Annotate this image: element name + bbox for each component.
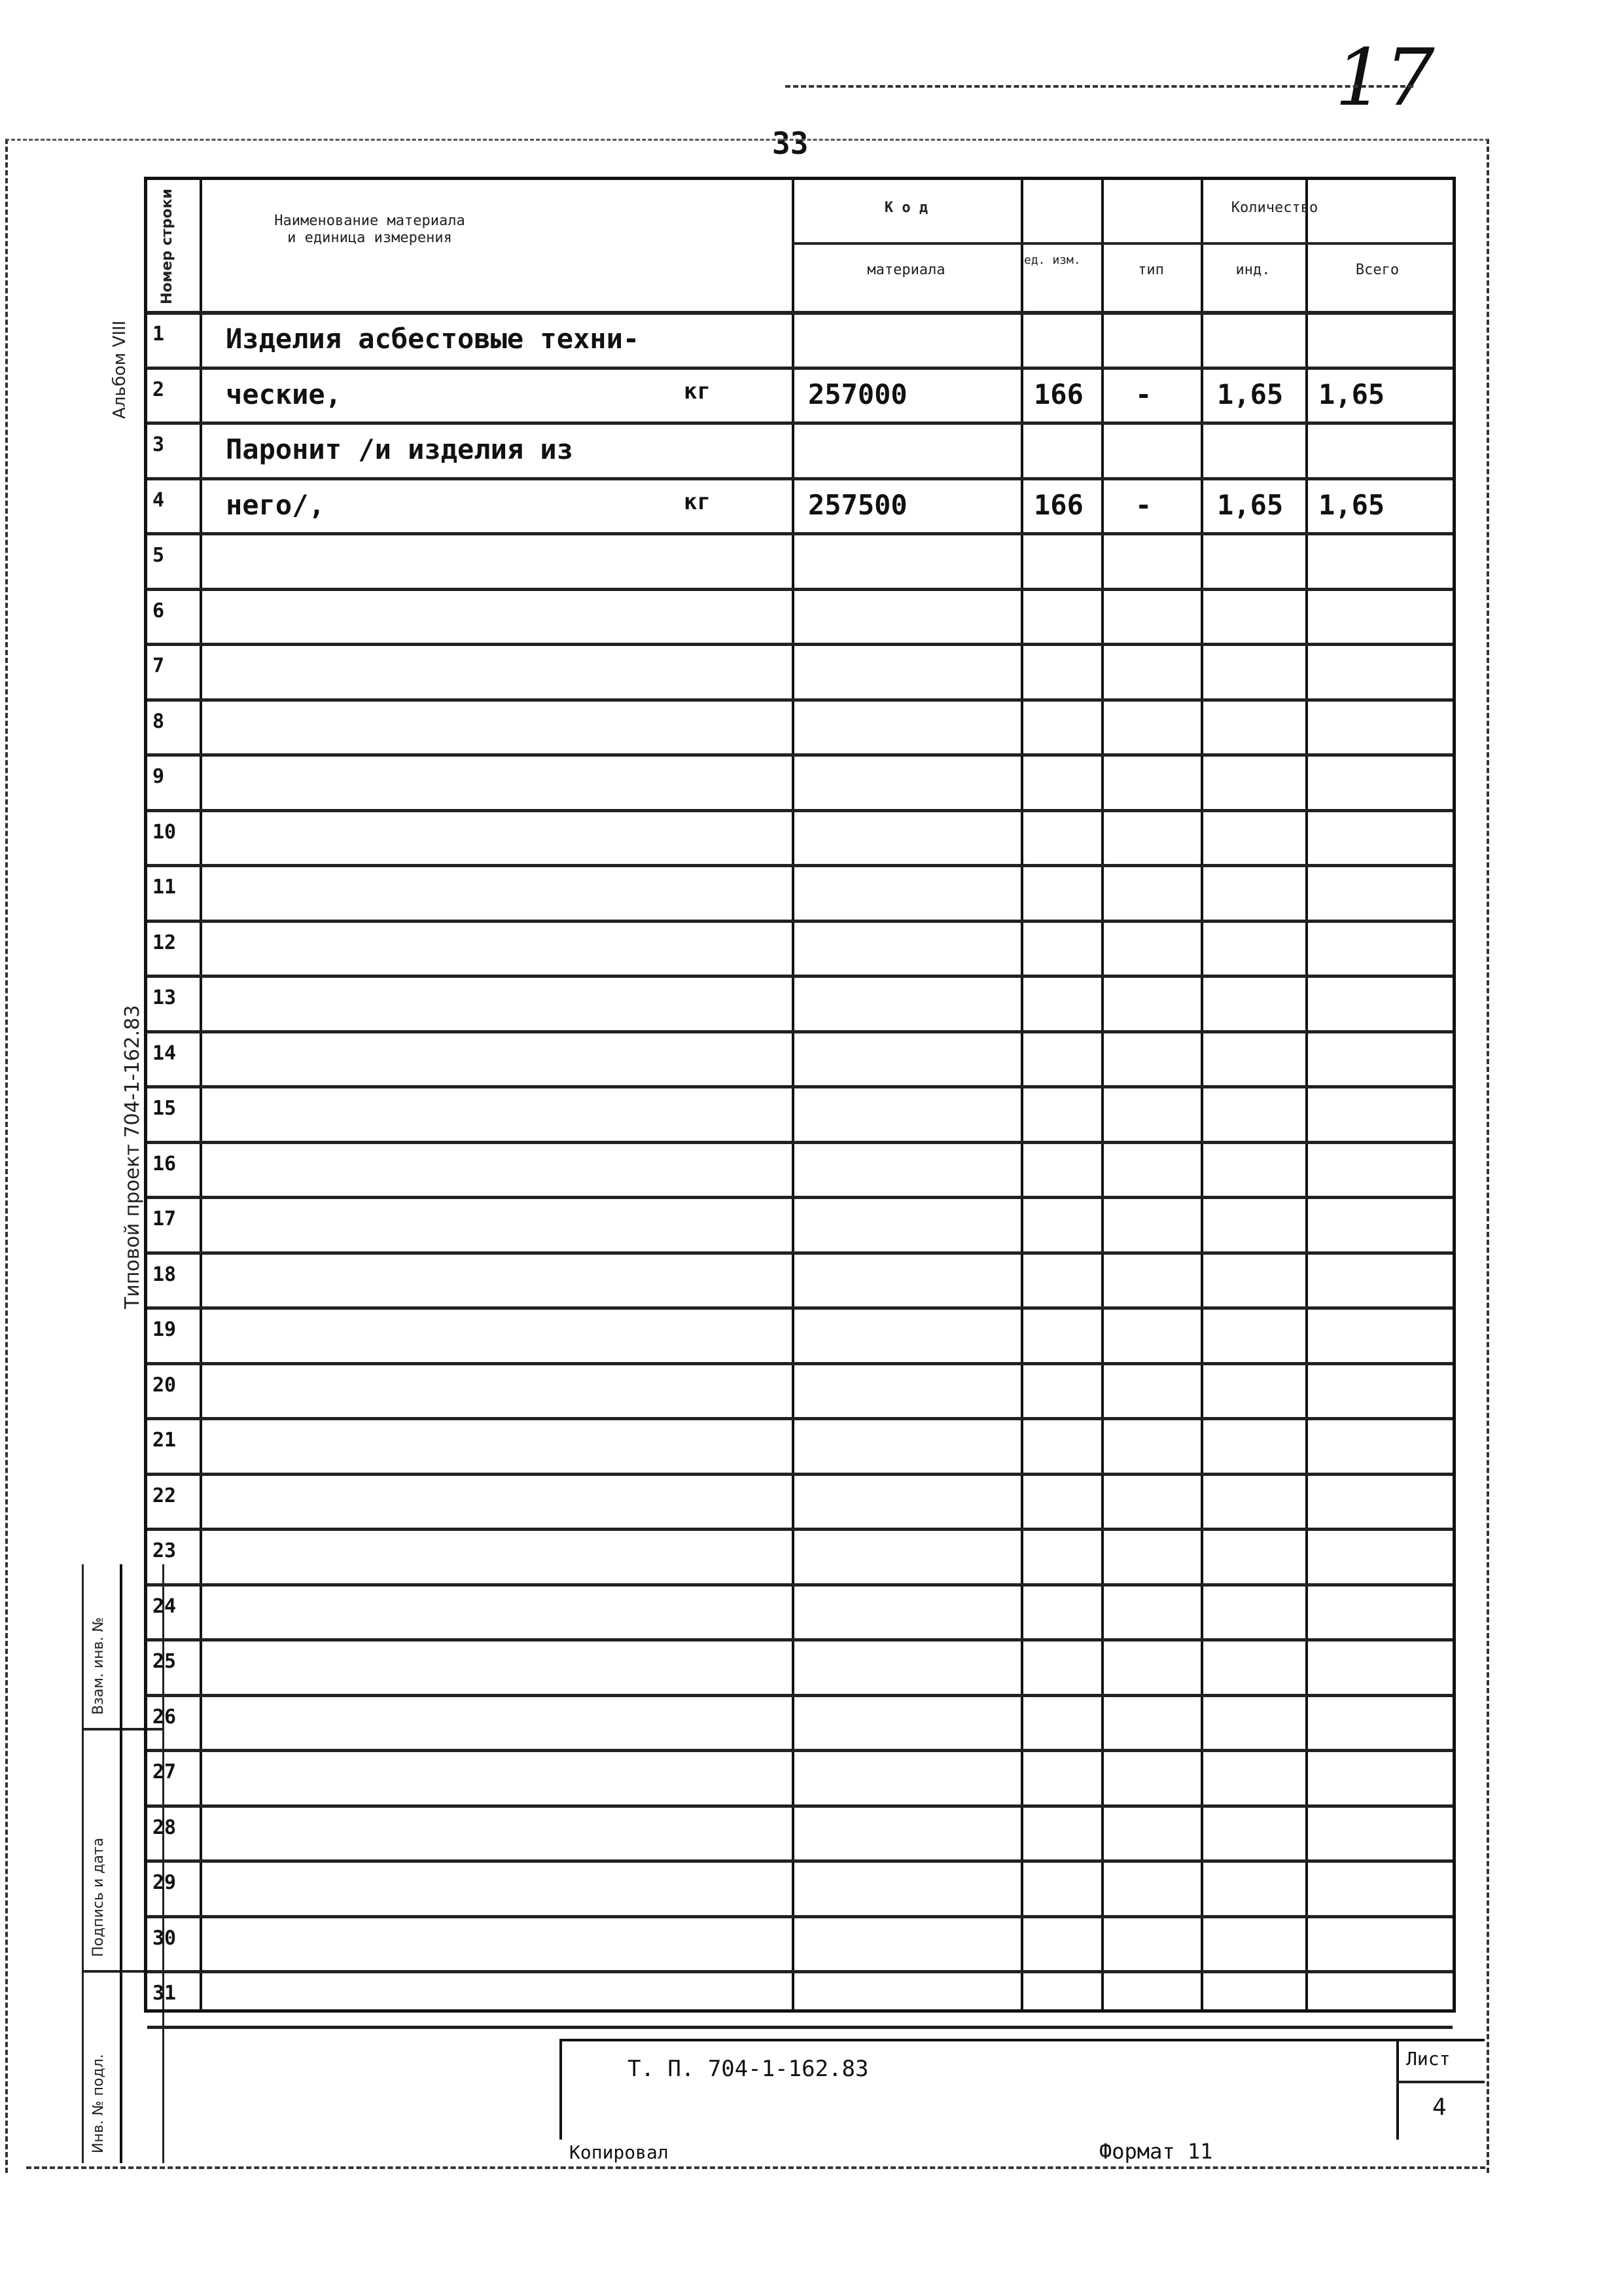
row-separator (147, 1306, 1453, 1310)
header-quantity: Количество (1231, 200, 1318, 216)
code-unit: 166 (1034, 378, 1084, 410)
row-number: 15 (152, 1097, 177, 1120)
material-unit: кг (684, 488, 711, 515)
qty-ind: 1,65 (1217, 488, 1284, 521)
qty-total: 1,65 (1318, 488, 1385, 521)
qty-type: - (1135, 378, 1152, 410)
material-name: него/, (226, 488, 325, 521)
row-separator (147, 477, 1453, 480)
row-separator (147, 1804, 1453, 1808)
row-number: 9 (152, 765, 165, 788)
row-number: 23 (152, 1539, 177, 1562)
row-separator (147, 1859, 1453, 1863)
row-separator (147, 1141, 1453, 1144)
row-separator (147, 2026, 1453, 2029)
format-label: Формат 11 (1099, 2139, 1213, 2164)
header-material-name-line1: Наименование материала (274, 213, 465, 229)
material-unit: кг (684, 378, 711, 404)
row-separator (147, 698, 1453, 702)
row-number: 24 (152, 1594, 177, 1618)
row-number: 20 (152, 1373, 177, 1397)
row-separator (147, 1085, 1453, 1088)
row-number: 4 (152, 488, 165, 512)
material-code: 257500 (808, 488, 908, 521)
row-separator (147, 1749, 1453, 1752)
row-number: 11 (152, 876, 177, 899)
row-separator (147, 975, 1453, 978)
materials-table (144, 177, 1456, 2013)
row-number: 8 (152, 709, 165, 733)
row-number: 7 (152, 655, 165, 677)
row-separator (147, 1638, 1453, 1641)
header-row-number: Номер строки (159, 188, 175, 304)
row-separator (147, 753, 1453, 757)
row-separator (147, 532, 1453, 535)
row-number: 17 (152, 1208, 177, 1230)
row-number: 19 (152, 1318, 177, 1341)
material-name: Изделия асбестовые техни- (226, 323, 640, 355)
row-number: 29 (152, 1871, 177, 1894)
row-number: 1 (152, 323, 165, 346)
handwritten-page-number: 17 (1335, 33, 1435, 124)
row-number: 25 (152, 1650, 177, 1673)
material-name: Паронит /и изделия из (226, 433, 574, 465)
page-number: 33 (772, 126, 809, 161)
material-code: 257000 (808, 378, 908, 410)
row-separator (147, 422, 1453, 425)
header-code-material: материала (867, 262, 945, 278)
stamp-sheet-number: 4 (1432, 2094, 1447, 2121)
header-qty-total: Всего (1355, 262, 1400, 278)
header-qty-type: тип (1138, 262, 1164, 278)
stamp-doc-code: Т. П. 704-1-162.83 (627, 2056, 869, 2082)
row-separator (147, 1694, 1453, 1697)
row-number: 3 (152, 433, 165, 456)
header-code-unit: ед. изм. (1024, 253, 1081, 267)
row-separator (147, 643, 1453, 646)
row-number: 28 (152, 1816, 177, 1839)
row-separator (147, 1362, 1453, 1365)
title-stamp (559, 2039, 1485, 2140)
inv-podl-label: Инв. № подл. (90, 2054, 107, 2153)
vzam-inv-label: Взам. инв. № (90, 1617, 107, 1715)
row-number: 13 (152, 986, 177, 1009)
row-number: 5 (152, 544, 165, 567)
row-number: 6 (152, 599, 165, 622)
row-number: 16 (152, 1152, 177, 1175)
project-label: Типовой проект 704-1-162.83 (121, 1005, 144, 1309)
copied-label: Копировал (569, 2142, 669, 2163)
header-code: К о д (884, 200, 928, 216)
row-number: 31 (152, 1982, 177, 2005)
podpis-data-label: Подпись и дата (90, 1837, 107, 1957)
row-separator (147, 1251, 1453, 1255)
row-separator (147, 864, 1453, 867)
row-number: 18 (152, 1263, 177, 1286)
bottom-dash-line (26, 2166, 1485, 2169)
row-separator (147, 1196, 1453, 1199)
row-number: 22 (152, 1484, 177, 1507)
qty-ind: 1,65 (1217, 378, 1284, 410)
header-material-name (206, 213, 533, 247)
row-number: 26 (152, 1705, 177, 1729)
row-separator (147, 920, 1453, 923)
header-material-unit-line2: и единица измерения (287, 230, 452, 246)
qty-total: 1,65 (1318, 378, 1385, 410)
row-separator (147, 367, 1453, 370)
row-separator (147, 1030, 1453, 1033)
material-name: ческие, (226, 378, 342, 410)
qty-type: - (1135, 488, 1152, 521)
top-dash-line (785, 85, 1413, 88)
stamp-sheet-label: Лист (1406, 2048, 1451, 2070)
row-separator (147, 1417, 1453, 1420)
row-number: 30 (152, 1926, 177, 1950)
row-separator (147, 809, 1453, 812)
row-separator (147, 1473, 1453, 1476)
row-number: 21 (152, 1429, 177, 1452)
row-number: 2 (152, 378, 165, 401)
row-separator (147, 1970, 1453, 1973)
row-number: 27 (152, 1761, 177, 1784)
header-qty-ind: инд. (1235, 262, 1271, 278)
row-separator (147, 1583, 1453, 1587)
row-separator (147, 588, 1453, 591)
row-separator (147, 1528, 1453, 1531)
row-number: 14 (152, 1041, 177, 1065)
row-number: 10 (152, 820, 177, 844)
album-label: Альбом VIII (110, 320, 130, 419)
row-separator (147, 1915, 1453, 1918)
row-number: 12 (152, 931, 177, 954)
code-unit: 166 (1034, 488, 1084, 521)
